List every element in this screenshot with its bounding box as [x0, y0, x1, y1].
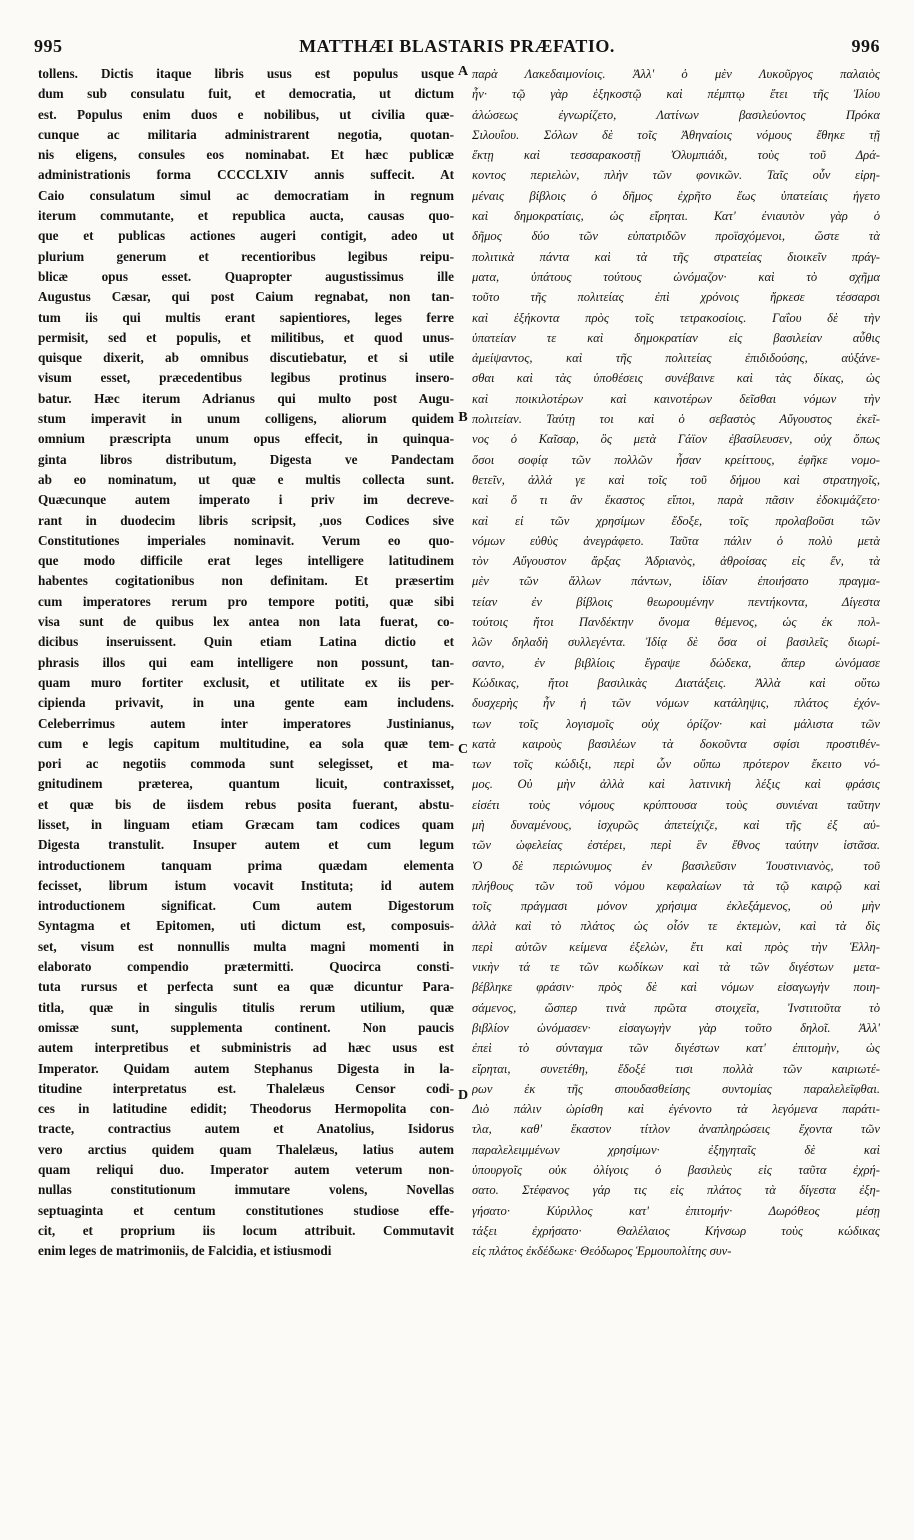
greek-text-line: σάμενος, ὥσπερ τινὰ πρῶτα στοιχεῖα, Ἰνστιτοῦτα τὸ: [472, 1000, 880, 1015]
latin-text-line: titla, quæ in singulis titulis rerum utilium, quæ: [38, 999, 454, 1015]
latin-text-line: septuaginta et centum constitutiones studiose effe-: [38, 1202, 454, 1218]
greek-text-line: τείαν ἐν βίβλοις θεωρουμένην πεντήκοντα, Δίγεστα: [472, 594, 880, 609]
latin-text-line: quam reliqui duo. Imperator autem veterum non-: [38, 1162, 454, 1178]
greek-column: [472, 64, 880, 1528]
latin-text-line: nis eligens, consules eos nominabat. Et hæc publicæ: [38, 147, 454, 163]
greek-text-line: ἀλλὰ καὶ τὸ πλάτος ὡς οἷόν τε ἐκτεμὼν, καὶ τὰ δὶς: [472, 919, 880, 934]
latin-text-line: iterum commutante, et republica aucta, causas quo-: [38, 208, 454, 224]
latin-text-line: est. Populus enim duos e nobilibus, ut civilia quæ-: [38, 106, 454, 122]
latin-text-line: que modo difficile erat leges intelligere latitudinem: [38, 553, 454, 569]
greek-text-line: τοῦτο τῆς πολιτείας ἐπὶ χρόνοις ἤρκεσε τέσσαρσι: [472, 290, 880, 305]
greek-text-line: πλήθους τῶν τοῦ νόμου κεφαλαίων τὰ τῷ καιρῷ καὶ: [472, 878, 880, 893]
latin-text-line: et quæ bis de iisdem rebus posita fuerant, abstu-: [38, 796, 454, 812]
greek-text-line: ἀμείψαντος, καὶ τῆς πολιτείας ἐπιδιδούσης, αὐξάνε-: [472, 351, 880, 366]
latin-text-line: stum imperavit in unum colligens, aliorum quidem: [38, 411, 454, 427]
greek-text-line: παραλελειμμένων χρησίμων· ἐξηγηταῖς δὲ καὶ: [472, 1142, 880, 1157]
latin-text-line: gnitudinem præterea, quantum licuit, contraxisset,: [38, 776, 454, 792]
greek-text-line: καὶ ποικιλοτέρων καὶ καινοτέρων δεῖσθαι νόμων τὴν: [472, 391, 880, 406]
greek-text-line: σατο. Στέφανος γάρ τις εἰς πλάτος τὰ δίγεστα ἐξη-: [472, 1183, 880, 1198]
latin-text-line: phrasis illos qui eam intelligere non possunt, tan-: [38, 654, 454, 670]
greek-text-line: πολιτείαν. Ταύτῃ τοι καὶ ὁ σεβαστὸς Αὔγουστος ἐκεῖ-: [472, 412, 880, 427]
latin-text-line: Imperator. Quidam autem Stephanus Digesta in la-: [38, 1060, 454, 1076]
greek-text-line: μέναις βίβλοις ὁ δῆμος ἐχρῆτο ἕως ὑπατείαις ἡγετο: [472, 188, 880, 203]
latin-text-line: ab eo nominatum, ut quæ e multis collecta sunt.: [38, 471, 454, 487]
greek-text-line: σθαι καὶ τὰς ὑποθέσεις συνέβαινε καὶ τὰς δίκας, ὡς: [472, 371, 880, 386]
latin-text-line: tuta rursus et perfecta sunt ea quæ dicuntur Para-: [38, 979, 454, 995]
latin-text-line: que et publicas actiones augeri contigit, adeo ut: [38, 228, 454, 244]
latin-text-line: tracte, contractius autem et Anatolius, Isidorus: [38, 1121, 454, 1137]
greek-text-line: ὑπατείαν τε καὶ δημοκρατίαν εἰς βασιλείαν αὖθις: [472, 330, 880, 345]
latin-text-line: ginta libros distributum, Digesta ve Pandectam: [38, 451, 454, 467]
greek-text-line: ματα, ὑπάτους τούτους ὠνόμαζον· καὶ τὸ σχῆμα: [472, 269, 880, 284]
latin-text-line: habentes cogitationibus non definitam. Et præsertim: [38, 573, 454, 589]
latin-text-line: visum esset, præcedentibus legibus protinus insero-: [38, 370, 454, 386]
greek-text-line: των τοῖς κώδιξι, περὶ ὧν οὔπω πρότερον ἔκειτο νό-: [472, 757, 880, 772]
greek-text-line: Διὸ πάλιν ὡρίσθη καὶ ἐγένοντο τὰ λεγόμενα παράτι-: [472, 1102, 880, 1117]
greek-text-line: ὑπουργοῖς οὐκ ὀλίγοις ὁ βασιλεὺς εἰς ταῦτα ἐχρή-: [472, 1163, 880, 1178]
latin-text-line: ces in latitudine edidit; Theodorus Hermopolita con-: [38, 1101, 454, 1117]
latin-text-line: introductionem tanquam prima quædam elementa: [38, 857, 454, 873]
latin-text-line: pori ac negotiis commoda sunt selegisset, et ma-: [38, 756, 454, 772]
greek-text-line: θετεῖν, ἀλλά γε καὶ τοῖς τοῦ δήμου καὶ στρατηγοῖς,: [472, 472, 880, 487]
latin-text-line: fecisset, librum istum vocavit Instituta; id autem: [38, 877, 454, 893]
latin-text-line: quisque dixerit, ab omnibus discutiebatur, et si utile: [38, 350, 454, 366]
latin-column: [38, 64, 454, 1528]
greek-text-line: μὲν τῶν ἄλλων πάντων, ἰδίαν ἐποιήσατο πραγμα-: [472, 574, 880, 589]
latin-text-line: Caio consulatum simul ac democratiam in regnum: [38, 187, 454, 203]
greek-text-line: καὶ δημοκρατίαις, ὡς εἴρηται. Κατ' ἐνιαυτὸν γὰρ ὁ: [472, 209, 880, 224]
greek-text-line: ἦν· τῷ γὰρ ἑξηκοστῷ καὶ πέμπτῳ ἔτει τῆς Ἰλίου: [472, 87, 880, 102]
greek-text-line: κοντος περιελὼν, πλὴν τῶν φονικῶν. Ταῖς οὖν εἰρη-: [472, 168, 880, 183]
greek-text-line: μος. Οὐ μὴν ἀλλὰ καὶ λατινικὴ λέξις καὶ φράσις: [472, 777, 880, 792]
latin-text-line: set, visum est nonnullis multa magni momenti in: [38, 938, 454, 954]
greek-text-line: δῆμος δύο τῶν εὐπατριδῶν προϊσχόμενοι, ὥστε τὰ: [472, 229, 880, 244]
greek-text-line: εἰσέτι τοὺς νόμους κρύπτουσα τοὺς συνιέναι ταῦτην: [472, 797, 880, 812]
section-marker-c: C: [457, 742, 469, 757]
latin-text-line: cipienda privavit, in una gente eam includens.: [38, 695, 454, 711]
greek-text-line: ἕκτῃ καὶ τεσσαρακοστῇ Ὀλυμπιάδι, τοὺς τοῦ Δρά-: [472, 148, 880, 163]
latin-text-line: tollens. Dictis itaque libris usus est populus usque: [38, 66, 454, 81]
section-marker-b: B: [458, 410, 468, 425]
greek-text-line: σαντο, ἐν βιβλίοις ἔγραψε δώδεκα, ἅπερ ὠνόμασε: [472, 655, 880, 670]
latin-text-line: autem interpretibus et subministris ad hæc usus est: [38, 1040, 454, 1056]
greek-text-line: πολιτικὰ πάντα καὶ τὰ τῆς στρατείας διοικεῖν πράγ-: [472, 249, 880, 264]
latin-text-line: rant in duodecim libris scripsit, ,uos Codices sive: [38, 512, 454, 528]
latin-text-line: Celeberrimus autem inter imperatores Justinianus,: [38, 715, 454, 731]
latin-text-line: cit, et proprium iis locum attribuit. Commutavit: [38, 1222, 454, 1238]
latin-text-line: cunque ac militaria administrarent negotia, quotan-: [38, 126, 454, 142]
latin-text-line: administrationis forma CCCCLXIV annis suffecit. At: [38, 167, 454, 183]
latin-text-line: dum sub consulatu fuit, et democratia, ut dictum: [38, 86, 454, 102]
greek-text-line: εἴρηται, συνετέθη, ἔδοξέ τισι πολλὰ τῶν καιριωτέ-: [472, 1061, 880, 1076]
greek-text-line: τλα, καθ' ἕκαστον τίτλον ἀναπληρώσεις ἔχοντα τῶν: [472, 1122, 880, 1137]
greek-text-line: ρων ἐκ τῆς σπουδασθείσης συντομίας παραλελεῖφθαι.: [472, 1081, 880, 1096]
latin-text-line: vero arctius quidem quam Thalelæus, latius autem: [38, 1141, 454, 1157]
greek-text-line: ἁλώσεως ἐγνωρίζετο, Λατίνων βασιλεύοντος Πρόκα: [472, 107, 880, 122]
latin-text-line: batur. Hæc iterum Adrianus qui multo post Augu-: [38, 390, 454, 406]
latin-text-line: cum imperatores rerum pro tempore potiti, quæ sibi: [38, 593, 454, 609]
greek-text-line: τῶν ὠφελείας ἐστέρει, περὶ ἓν ἔθνος ταύτην ἱστᾶσα.: [472, 838, 880, 853]
greek-text-line: δυσχερὴς ἦν ἡ τῶν νόμων κατάληψις, πλάτος ἐχόν-: [472, 696, 880, 711]
greek-text-line: Κώδικας, ἤτοι βασιλικὰς Διατάξεις. Ἀλλὰ καὶ οὕτω: [472, 675, 880, 690]
greek-text-line: περὶ αὐτῶν κείμενα ἐξελὼν, ἔτι καὶ πρὸς τὴν Ἑλλη-: [472, 939, 880, 954]
greek-text-line: νος ὁ Καῖσαρ, ὃς μετὰ Γάϊον ἐβασίλευσεν, οὐχ ὅπως: [472, 432, 880, 447]
latin-text-line: Quæcunque autem imperato i priv im decreve-: [38, 492, 454, 508]
latin-text-line: blicæ opus esset. Quapropter augustissimus ille: [38, 268, 454, 284]
greek-text-line: βέβληκε φράσιν· πρὸς δὲ καὶ νόμων εἰσαγωγὴν ποιη-: [472, 980, 880, 995]
section-marker-d: D: [457, 1088, 469, 1103]
latin-text-line: dicibus inseruissent. Quin etiam Latina dictio et: [38, 634, 454, 650]
greek-text-line: Σιλουΐου. Σόλων δὲ τοῖς Ἀθηναίοις νόμους ἔθηκε τῇ: [472, 127, 880, 142]
latin-text-line: enim leges de matrimoniis, de Falcidia, et istiusmodi: [38, 1243, 332, 1259]
greek-text-line: λῶν δηλαδὴ συλλεγέντα. Ἰδίᾳ δὲ ὅσα οἱ βασιλεῖς διωρί-: [472, 635, 880, 650]
greek-text-line: των τοῖς λογισμοῖς οὐχ ὁρίζον· καὶ μάλιστα τῶν: [472, 716, 880, 731]
latin-text-line: titudine interpretatus est. Thalelæus Censor codi-: [38, 1080, 454, 1096]
latin-text-line: visa sunt de quibus lex antea non lata fuerat, co-: [38, 614, 454, 630]
latin-text-line: Digesta transtulit. Insuper autem et cum legum: [38, 837, 454, 853]
greek-text-line: τάξει ἐχρήσατο· Θαλέλαιος Κήνσωρ τοὺς κώδικας: [472, 1223, 880, 1238]
latin-text-line: lisset, in linguam etiam Græcam tam codices quam: [38, 816, 454, 832]
latin-text-line: cum e legis capitum multitudine, ea sola quæ tem-: [38, 735, 454, 751]
latin-text-line: quam muro fortiter exclusit, et utilitate ex iis per-: [38, 674, 454, 690]
latin-text-line: omnium præscripta unum opus effecit, in quinqua-: [38, 431, 454, 447]
greek-text-line: ἐπεὶ τὸ σύνταγμα τῶν διγέστων κατ' ἐπιτομὴν, ὡς: [472, 1041, 880, 1056]
greek-text-line: ὅσοι σοφίᾳ τῶν πολλῶν ἦσαν κρείττους, ἐφῆκε νομο-: [472, 452, 880, 467]
greek-text-line: καὶ ἑξήκοντα πρὸς τοῖς τετρακοσίοις. Γαΐου δὲ τὴν: [472, 310, 880, 325]
right-page-number: 996: [851, 36, 880, 56]
latin-text-line: Constitutiones imperiales nominavit. Verum eo quo-: [38, 532, 454, 548]
greek-text-line: βιβλίον ὠνόμασεν· εἰσαγωγὴν γὰρ τοῦτο δηλοῖ. Ἀλλ': [472, 1020, 880, 1035]
greek-text-line: εἰς πλάτος ἐκδέδωκε· Θεόδωρος Ἑρμουπολίτης συν-: [472, 1244, 732, 1259]
left-page-number: 995: [34, 36, 63, 56]
greek-text-line: νόμων εὐθὺς ἀνεγράφετο. Ταῦτα πάλιν ὁ πολὺ μετὰ: [472, 533, 880, 548]
running-title: MATTHÆI BLASTARIS PRÆFATIO.: [299, 36, 615, 56]
latin-text-line: Syntagma et Epitomen, uti dictum est, composuis-: [38, 918, 454, 934]
latin-text-line: nullas constitutionum immutare volens, Novellas: [38, 1182, 454, 1198]
latin-text-line: plurium generum et recentioribus legibus reipu-: [38, 248, 454, 264]
greek-text-line: μὴ δυναμένους, ἰσχυρῶς ἀπετείχιζε, καὶ τῆς ἐξ αὐ-: [472, 817, 880, 832]
latin-text-line: elaborato compendio prætermitti. Quocirca consti-: [38, 959, 454, 975]
section-marker-a: A: [457, 64, 469, 79]
greek-text-line: τὸν Αὔγουστον ἄρξας Ἀδριανὸς, ἀθροίσας εἰς ἕν, τὰ: [472, 554, 880, 569]
latin-text-line: Augustus Cæsar, qui post Caium regnabat, non tan-: [38, 289, 454, 305]
greek-text-line: γήσατο· Κύριλλος κατ' ἐπιτομήν· Δωρόθεος μέσῃ: [472, 1203, 880, 1218]
latin-text-line: omissæ sunt, supplementa continent. Non paucis: [38, 1019, 454, 1035]
greek-text-line: τοῖς πράγμασι μόνον χρήσιμα ἐκλεξάμενος, οὐ μὴν: [472, 899, 880, 914]
greek-text-line: κατὰ καιροὺς βασιλέων τὰ δοκοῦντα σφίσι προστιθέν-: [472, 736, 880, 751]
greek-text-line: παρὰ Λακεδαιμονίοις. Ἀλλ' ὁ μὲν Λυκοῦργος παλαιὸς: [472, 67, 880, 81]
greek-text-line: τούτοις ἤτοι Πανδέκτην ὄνομα θέμενος, ὡς ἐκ πολ-: [472, 615, 880, 630]
latin-text-line: introductionem significat. Cum autem Digestorum: [38, 898, 454, 914]
greek-text-line: Ὁ δὲ περιώνυμος ἐν βασιλεῦσιν Ἰουστινιανὸς, τοῦ: [472, 858, 880, 873]
latin-text-line: permisit, sed et populis, et militibus, et quod unus-: [38, 329, 454, 345]
greek-text-line: καὶ ὅ τι ἂν ἕκαστος εἴποι, παρὰ πᾶσιν ἐδοκιμάζετο·: [472, 493, 880, 508]
greek-text-line: νικὴν τά τε τῶν κωδίκων καὶ τὰ τῶν διγέστων μετα-: [472, 960, 880, 975]
greek-text-line: καὶ εἰ τῶν χρησίμων ἔδοξε, τοῖς προλαβοῦσι τῶν: [472, 513, 880, 528]
running-head: [34, 36, 880, 58]
latin-text-line: tum iis qui multis erant sapientiores, leges ferre: [38, 309, 454, 325]
